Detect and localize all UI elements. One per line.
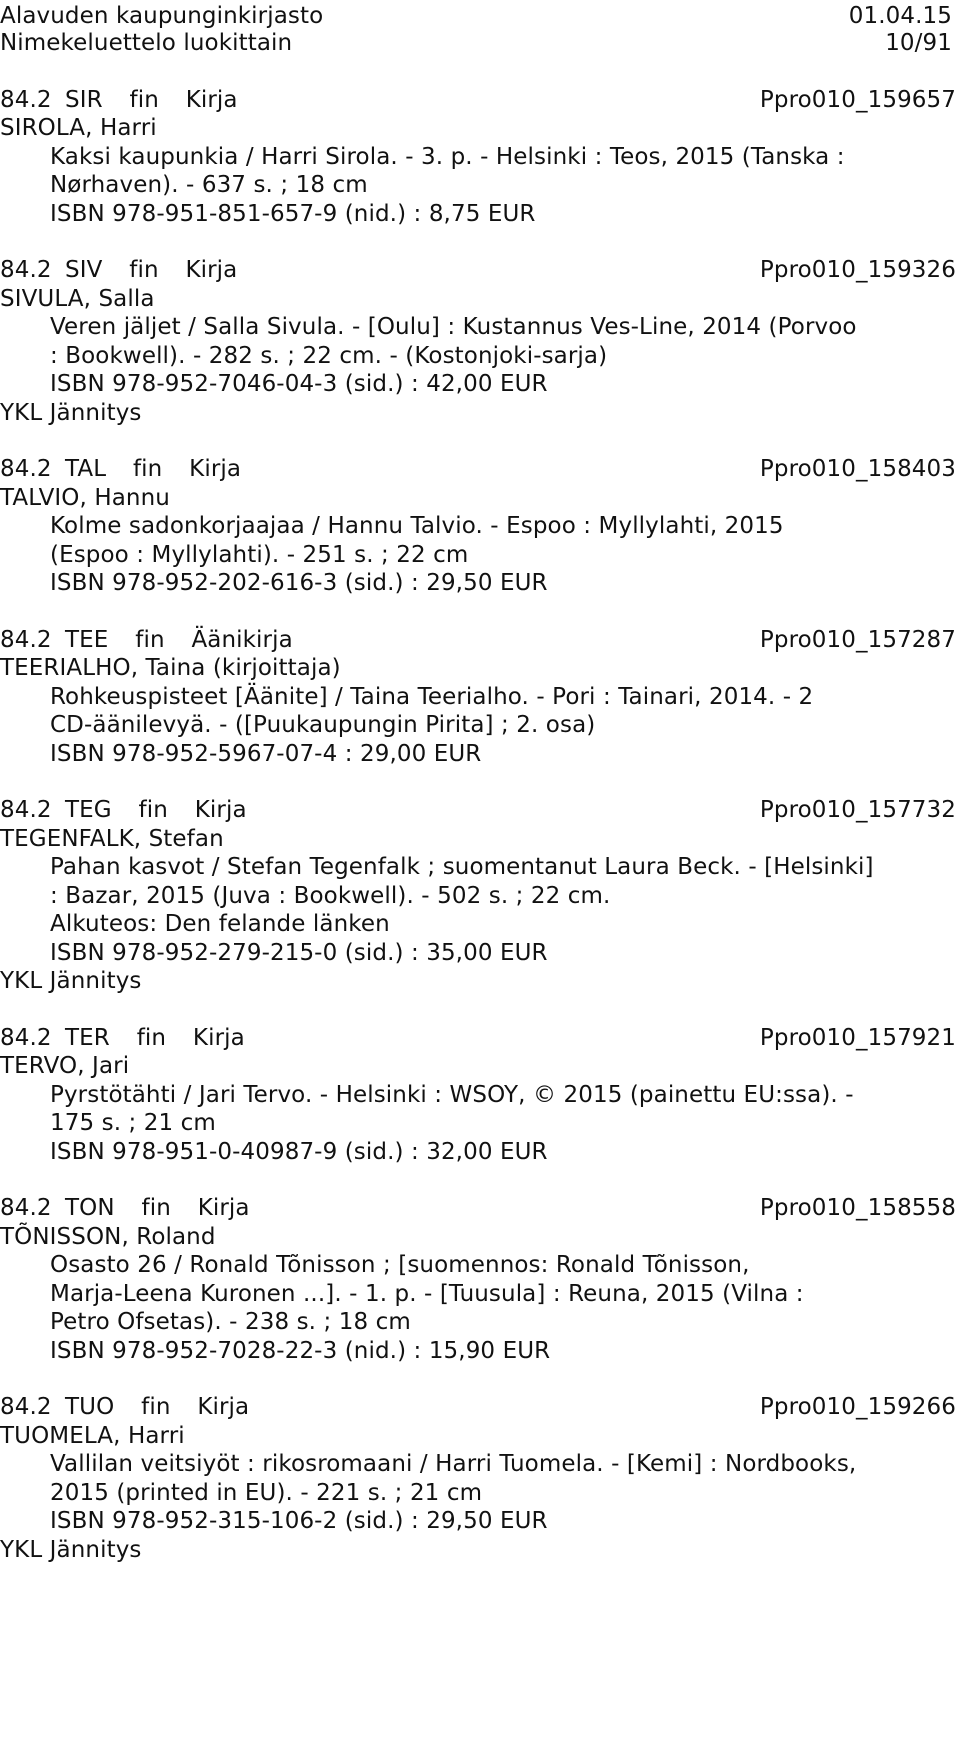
library-name: Alavuden kaupunginkirjasto [0, 3, 324, 29]
entry-classification: 84.2 TER fin Kirja [0, 1025, 245, 1051]
entry-subject: YKL Jännitys [0, 968, 142, 994]
entry-id: Ppro010_157732 [759, 797, 956, 823]
entry-author: TERVO, Jari [0, 1053, 130, 1079]
entry-line: Kaksi kaupunkia / Harri Sirola. - 3. p. - Helsinki : Teos, 2015 (Tanska : [50, 144, 845, 170]
entry-isbn: ISBN 978-952-7028-22-3 (nid.) : 15,90 EUR [50, 1338, 551, 1364]
entry-isbn: ISBN 978-952-7046-04-3 (sid.) : 42,00 EUR [50, 371, 548, 397]
entry-line: Rohkeuspisteet [Äänite] / Taina Teerialho. - Pori : Tainari, 2014. - 2 [50, 684, 814, 710]
entry-id: Ppro010_159266 [759, 1394, 956, 1420]
report-date: 01.04.15 [848, 3, 952, 29]
entry-id: Ppro010_159326 [759, 257, 956, 283]
entry-classification: 84.2 TON fin Kirja [0, 1195, 250, 1221]
entry-line: Petro Ofsetas). - 238 s. ; 18 cm [50, 1309, 411, 1335]
entry-line: (Espoo : Myllylahti). - 251 s. ; 22 cm [50, 542, 469, 568]
entry-author: TALVIO, Hannu [0, 485, 170, 511]
entry-author: SIVULA, Salla [0, 286, 155, 312]
entry-line: : Bazar, 2015 (Juva : Bookwell). - 502 s. ; 22 cm. [50, 883, 611, 909]
entry-author: TÕNISSON, Roland [0, 1224, 216, 1250]
entry-line: Pyrstötähti / Jari Tervo. - Helsinki : WSOY, © 2015 (painettu EU:ssa). - [50, 1082, 854, 1108]
entry-classification: 84.2 TAL fin Kirja [0, 456, 242, 482]
entry-id: Ppro010_159657 [759, 87, 956, 113]
entry-classification: 84.2 TEE fin Äänikirja [0, 627, 293, 653]
entry-line: CD-äänilevyä. - ([Puukaupungin Pirita] ; 2. osa) [50, 712, 596, 738]
entry-classification: 84.2 TEG fin Kirja [0, 797, 247, 823]
entry-line: 175 s. ; 21 cm [50, 1110, 216, 1136]
entry-line: Veren jäljet / Salla Sivula. - [Oulu] : Kustannus Ves-Line, 2014 (Porvoo [50, 314, 857, 340]
entry-id: Ppro010_158403 [759, 456, 956, 482]
entry-isbn: ISBN 978-952-202-616-3 (sid.) : 29,50 EUR [50, 570, 548, 596]
entry-isbn: ISBN 978-952-5967-07-4 : 29,00 EUR [50, 741, 482, 767]
entry-line: Vallilan veitsiyöt : rikosromaani / Harri Tuomela. - [Kemi] : Nordbooks, [50, 1451, 857, 1477]
entry-id: Ppro010_157287 [759, 627, 956, 653]
entry-author: TEGENFALK, Stefan [0, 826, 224, 852]
entry-isbn: ISBN 978-952-279-215-0 (sid.) : 35,00 EUR [50, 940, 548, 966]
entry-classification: 84.2 SIV fin Kirja [0, 257, 238, 283]
entry-subject: YKL Jännitys [0, 1537, 142, 1563]
entry-note: Alkuteos: Den felande länken [50, 911, 390, 937]
entry-isbn: ISBN 978-952-315-106-2 (sid.) : 29,50 EUR [50, 1508, 548, 1534]
entry-line: Nørhaven). - 637 s. ; 18 cm [50, 172, 368, 198]
entry-author: SIROLA, Harri [0, 115, 157, 141]
entry-classification: 84.2 TUO fin Kirja [0, 1394, 250, 1420]
entry-line: Kolme sadonkorjaajaa / Hannu Talvio. - Espoo : Myllylahti, 2015 [50, 513, 784, 539]
entry-isbn: ISBN 978-951-851-657-9 (nid.) : 8,75 EUR [50, 201, 536, 227]
entry-line: : Bookwell). - 282 s. ; 22 cm. - (Kostonjoki-sarja) [50, 343, 608, 369]
entry-id: Ppro010_157921 [759, 1025, 956, 1051]
entry-author: TEERIALHO, Taina (kirjoittaja) [0, 655, 341, 681]
entry-line: Marja-Leena Kuronen ...]. - 1. p. - [Tuusula] : Reuna, 2015 (Vilna : [50, 1281, 804, 1307]
entry-line: 2015 (printed in EU). - 221 s. ; 21 cm [50, 1480, 483, 1506]
entry-subject: YKL Jännitys [0, 400, 142, 426]
entry-classification: 84.2 SIR fin Kirja [0, 87, 238, 113]
entry-id: Ppro010_158558 [759, 1195, 956, 1221]
entry-author: TUOMELA, Harri [0, 1423, 185, 1449]
entry-line: Pahan kasvot / Stefan Tegenfalk ; suomentanut Laura Beck. - [Helsinki] [50, 854, 874, 880]
entry-isbn: ISBN 978-951-0-40987-9 (sid.) : 32,00 EUR [50, 1139, 548, 1165]
entry-line: Osasto 26 / Ronald Tõnisson ; [suomennos: Ronald Tõnisson, [50, 1252, 750, 1278]
page-number: 10/91 [885, 30, 952, 56]
report-title: Nimekeluettelo luokittain [0, 30, 293, 56]
